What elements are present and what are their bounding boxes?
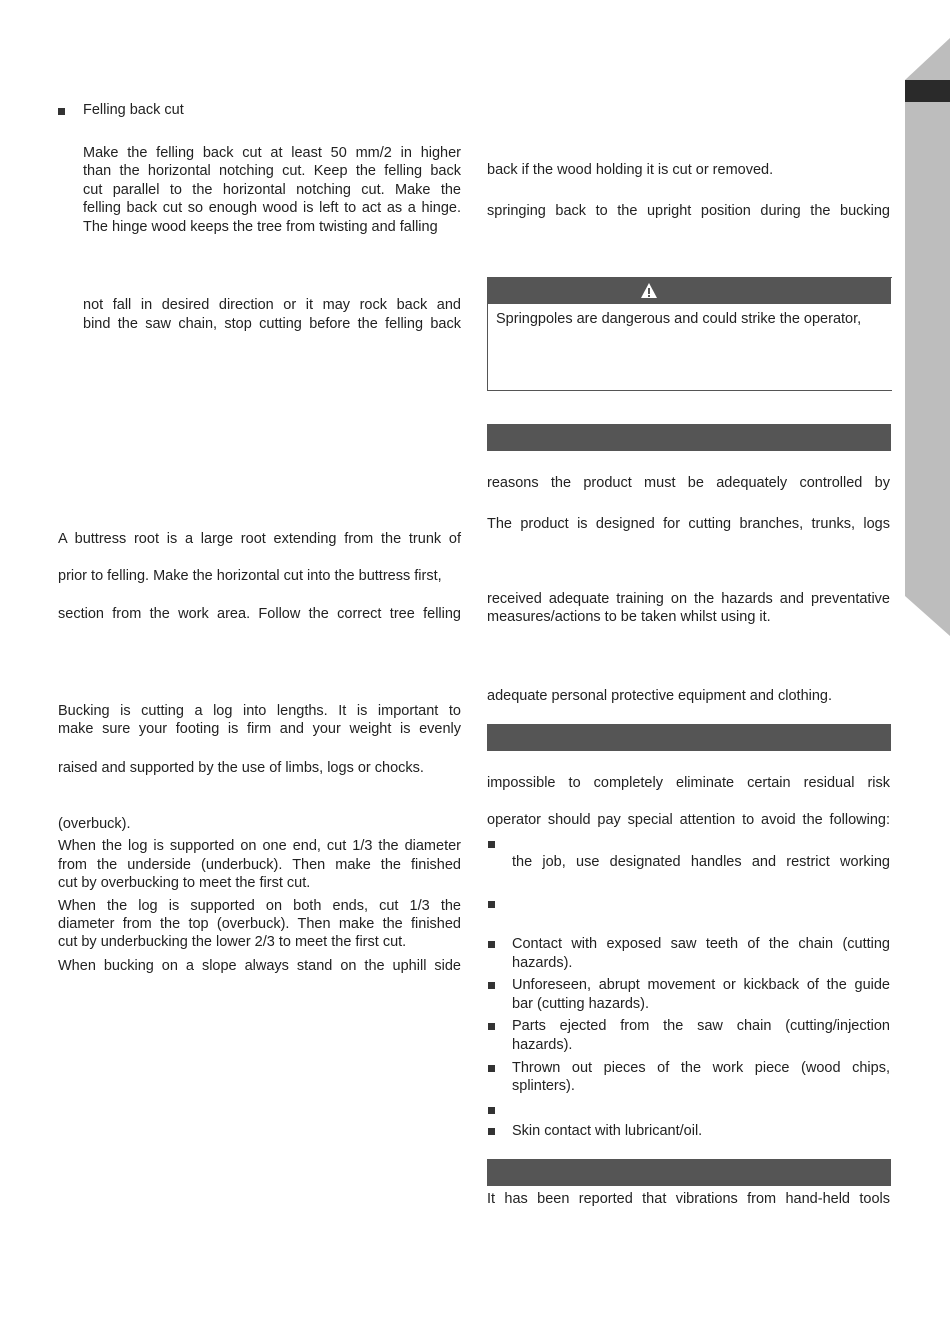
bullet-icon — [488, 982, 495, 989]
section-header-bar — [487, 424, 891, 451]
risk-item-line: Thrown out pieces of the work piece (wood chips, — [512, 1060, 890, 1076]
bucking-text-line: When bucking on a slope always stand on the uphill side — [58, 958, 461, 974]
intended-use-text-line: received adequate training on the hazards and preventative — [487, 591, 890, 607]
bullet-icon — [488, 1023, 495, 1030]
risk-item-line: bar (cutting hazards). — [512, 996, 650, 1012]
bucking-text-line: cut by underbucking the lower 2/3 to meet the first cut. — [58, 934, 407, 950]
buttress-text-line: prior to felling. Make the horizontal cut into the buttress first, — [58, 568, 442, 584]
felling-text-line: Make the felling back cut at least 50 mm/2 in higher — [83, 145, 461, 161]
bucking-text-line: cut by overbucking to meet the first cut. — [58, 875, 311, 891]
intended-use-text-line: The product is designed for cutting branches, trunks, logs — [487, 516, 890, 532]
residual-risk-text-line: operator should pay special attention to avoid the following: — [487, 812, 890, 828]
bucking-text-line: make sure your footing is firm and your weight is evenly — [58, 721, 461, 737]
buttress-text-line: A buttress root is a large root extending from the trunk of — [58, 531, 461, 547]
bullet-icon — [58, 108, 65, 115]
felling-back-cut-heading: Felling back cut — [83, 102, 184, 118]
bucking-text-line: raised and supported by the use of limbs, logs or chocks. — [58, 760, 424, 776]
bucking-text-line: (overbuck). — [58, 816, 131, 832]
bucking-text-line: When the log is supported on both ends, cut 1/3 the — [58, 898, 461, 914]
risk-item-line: Skin contact with lubricant/oil. — [512, 1123, 703, 1139]
intended-use-text-line: measures/actions to be taken whilst using it. — [487, 609, 771, 625]
bullet-icon — [488, 941, 495, 948]
bullet-icon — [488, 1065, 495, 1072]
intended-use-text-line: adequate personal protective equipment and clothing. — [487, 688, 833, 704]
felling-text-line: cut parallel to the horizontal notching cut. Make the — [83, 182, 461, 198]
bullet-icon — [488, 1128, 495, 1135]
section-header-bar — [487, 724, 891, 751]
risk-item-line: hazards). — [512, 955, 573, 971]
springing-text: springing back to the upright position during the bucking — [487, 203, 890, 219]
felling-text-line: bind the saw chain, stop cutting before the felling back — [83, 316, 461, 332]
risk-item-line: Unforeseen, abrupt movement or kickback of the guide — [512, 977, 890, 993]
felling-text-line: The hinge wood keeps the tree from twisting and falling — [83, 219, 438, 235]
felling-text-line: not fall in desired direction or it may rock back and — [83, 297, 461, 313]
bullet-icon — [488, 901, 495, 908]
warning-triangle-icon — [640, 282, 658, 299]
section-header-bar — [487, 1159, 891, 1186]
vibration-text-line: It has been reported that vibrations from hand-held tools — [487, 1191, 890, 1207]
bullet-icon — [488, 841, 495, 848]
risk-item-line: Contact with exposed saw teeth of the chain (cutting — [512, 936, 890, 952]
risk-item-line: Parts ejected from the saw chain (cutting/injection — [512, 1018, 890, 1034]
risk-item-line: hazards). — [512, 1037, 573, 1053]
intended-use-text-line: reasons the product must be adequately controlled by — [487, 475, 890, 491]
bucking-text-line: Bucking is cutting a log into lengths. It is important to — [58, 703, 461, 719]
felling-text-line: than the horizontal notching cut. Keep the felling back — [83, 163, 461, 179]
page-edge-tab — [900, 0, 950, 640]
bucking-text-line: diameter from the top (overbuck). Then make the finished — [58, 916, 461, 932]
bucking-text-line: When the log is supported on one end, cut 1/3 the diameter — [58, 838, 461, 854]
bucking-text-line: from the underside (underbuck). Then make the finished — [58, 857, 461, 873]
springback-text: back if the wood holding it is cut or removed. — [487, 162, 774, 178]
buttress-text-line: section from the work area. Follow the correct tree felling — [58, 606, 461, 622]
bullet-icon — [488, 1107, 495, 1114]
residual-risk-text-line: impossible to completely eliminate certain residual risk — [487, 775, 890, 791]
risk-item-line: splinters). — [512, 1078, 575, 1094]
felling-text-line: felling back cut so enough wood is left to act as a hinge. — [83, 200, 461, 216]
warning-header-bar — [487, 277, 891, 304]
residual-risk-text-line: the job, use designated handles and restrict working — [512, 854, 890, 870]
warning-text: Springpoles are dangerous and could strike the operator, — [496, 311, 862, 327]
